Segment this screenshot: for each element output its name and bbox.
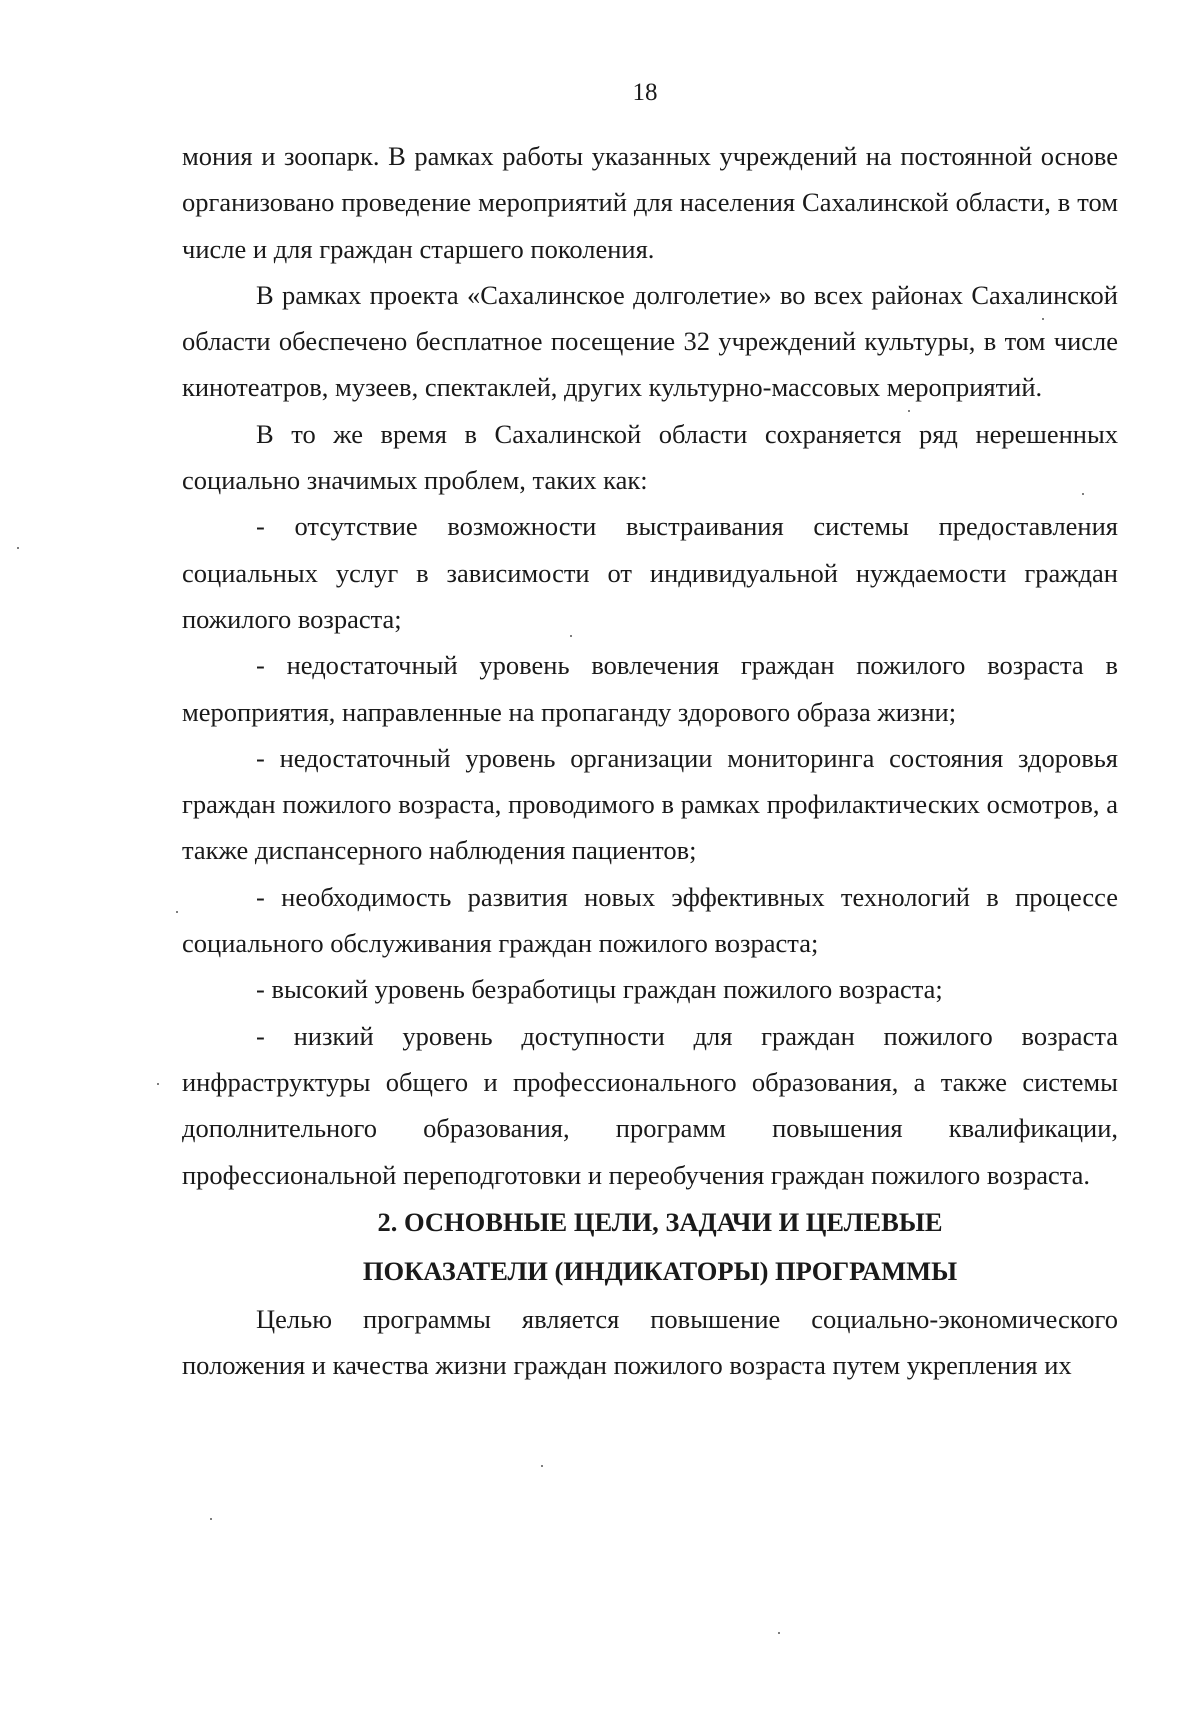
scan-speck bbox=[778, 1632, 780, 1634]
scan-speck bbox=[541, 1465, 543, 1467]
list-item-5: - высокий уровень безработицы граждан пожилого возраста; bbox=[256, 974, 943, 1005]
section-heading bbox=[182, 1198, 1118, 1296]
section-heading-line-2: ПОКАЗАТЕЛИ (ИНДИКАТОРЫ) ПРОГРАММЫ bbox=[362, 1255, 958, 1286]
scan-speck bbox=[157, 1083, 159, 1085]
scan-speck bbox=[1082, 493, 1084, 495]
list-item-1: - отсутствие возможности выстраивания системы предоставления социальных услуг в зависимости от индивидуальной нуждаемости граждан пожилого возраста; bbox=[182, 511, 1118, 634]
scan-speck bbox=[176, 911, 178, 913]
scan-speck bbox=[210, 1518, 212, 1520]
page-number: 18 bbox=[632, 79, 658, 106]
body-text bbox=[182, 133, 1118, 1388]
scan-speck bbox=[908, 410, 910, 412]
list-item-2: - недостаточный уровень вовлечения граждан пожилого возраста в мероприятия, направленные на пропаганду здорового образа жизни; bbox=[182, 650, 1118, 727]
scan-speck bbox=[17, 547, 19, 549]
paragraph-1: мония и зоопарк. В рамках работы указанных учреждений на постоянной основе организовано проведение мероприятий для населения Сахалинской области, в том числе и для граждан старшего поколения. bbox=[182, 141, 1118, 264]
list-item-3: - недостаточный уровень организации мониторинга состояния здоровья граждан пожилого возраста, проводимого в рамках профилактических осмотров, а также диспансерного наблюдения пациентов; bbox=[182, 742, 1118, 866]
section-heading-line-1: 2. ОСНОВНЫЕ ЦЕЛИ, ЗАДАЧИ И ЦЕЛЕВЫЕ bbox=[377, 1206, 943, 1237]
scan-speck bbox=[570, 635, 572, 637]
goal-paragraph: Целью программы является повышение социально-экономического положения и качества жизни граждан пожилого возраста путем укрепления их bbox=[182, 1303, 1118, 1381]
paragraph-2: В рамках проекта «Сахалинское долголетие» во всех районах Сахалинской области обеспечено бесплатное посещение 32 учреждений культуры, в том числе кинотеатров, музеев, спектаклей, других культурно-массовых мероприятий. bbox=[182, 279, 1118, 403]
list-item-4: - необходимость развития новых эффективных технологий в процессе социального обслуживания граждан пожилого возраста; bbox=[182, 881, 1118, 959]
list-item-6: - низкий уровень доступности для граждан пожилого возраста инфраструктуры общего и профессионального образования, а также системы дополнительного образования, программ повышения квалификации, профессиональной переподготовки и переобучения граждан пожилого возраста. bbox=[182, 1020, 1118, 1190]
scan-speck bbox=[1042, 318, 1044, 320]
paragraph-3: В то же время в Сахалинской области сохраняется ряд нерешенных социально значимых проблем, таких как: bbox=[182, 418, 1118, 496]
